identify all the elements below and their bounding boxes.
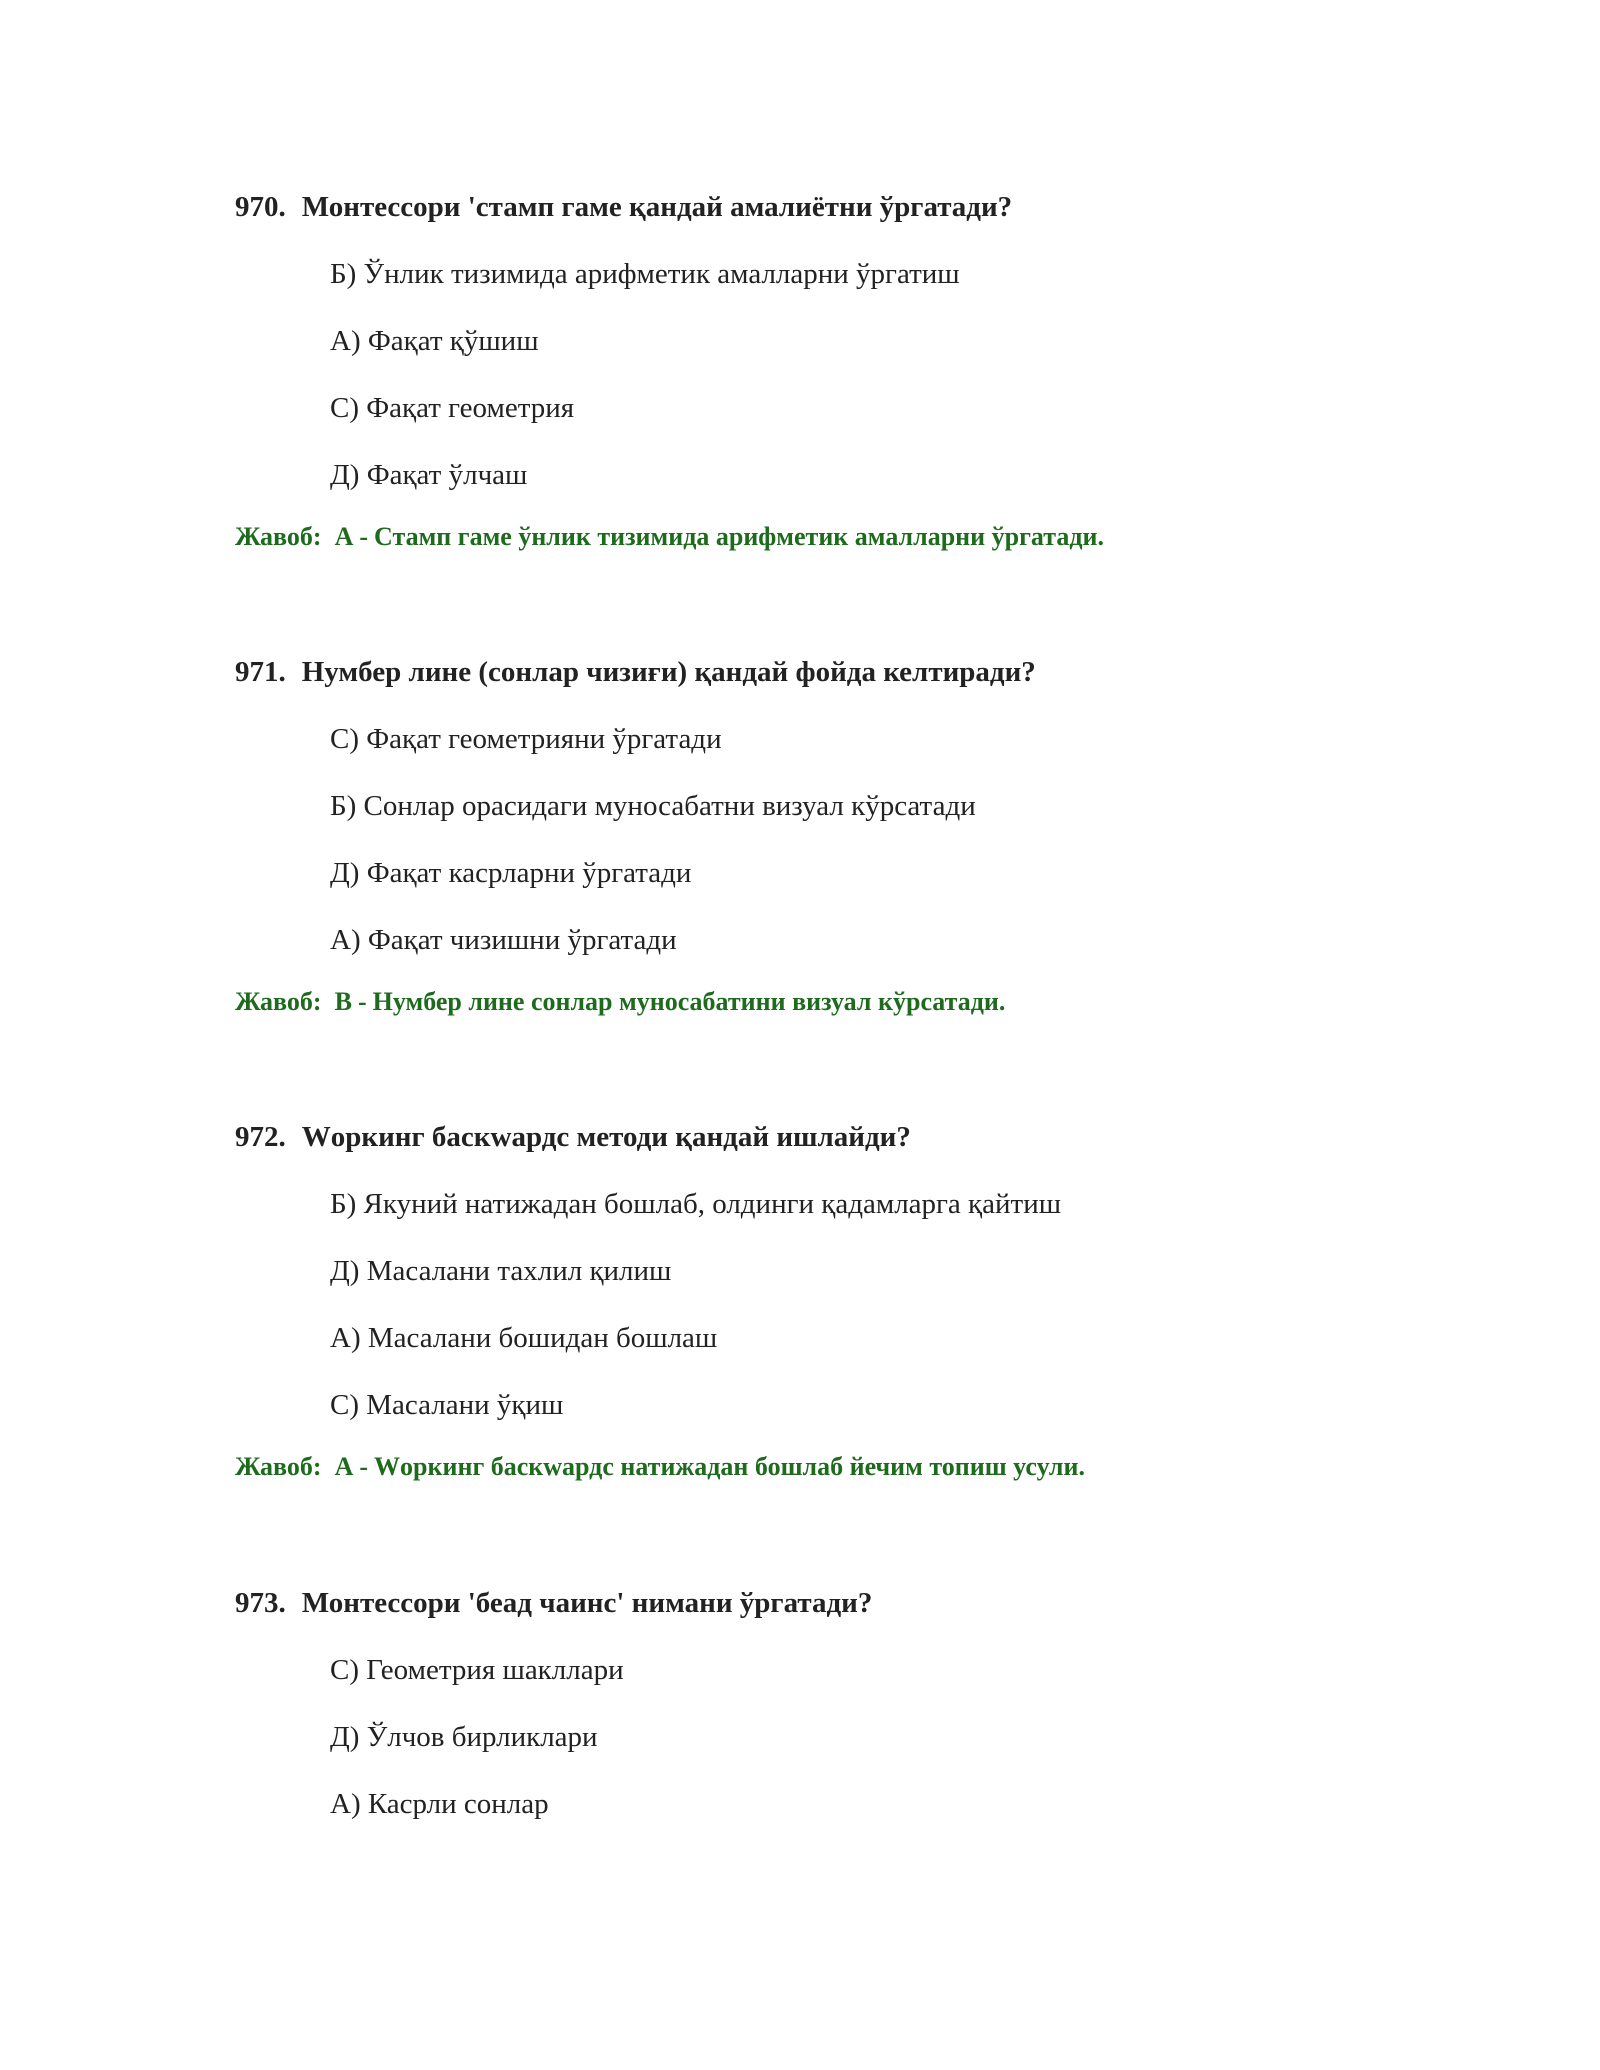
answer-dash: -	[359, 1452, 369, 1481]
option-item: А) Касрли сонлар	[330, 1788, 549, 1820]
option-item: А) Масалани бошидан бошлаш	[330, 1322, 718, 1354]
question-text: Монтессори 'стамп гаме қандай амалиётни ўргатади?	[301, 191, 1013, 223]
option-item: С) Фақат геометрия	[330, 392, 575, 424]
question-text: Нумбер лине (сонлар чизиғи) қандай фойда келтиради?	[301, 656, 1036, 688]
question-number: 972.	[235, 1121, 286, 1153]
question-heading	[235, 187, 1435, 227]
question-number: 973.	[235, 1587, 286, 1619]
question-heading	[235, 1117, 1435, 1157]
question-heading	[235, 652, 1435, 692]
option-item: А) Фақат қўшиш	[330, 325, 539, 357]
answer-text: Стамп гаме ўнлик тизимида арифметик амалларни ўргатади.	[374, 522, 1104, 551]
option-item: Д) Фақат касрларни ўргатади	[330, 857, 692, 889]
options-list	[235, 719, 1435, 960]
answer-line	[235, 1449, 1435, 1485]
option-item: Д) Ўлчов бирликлари	[330, 1721, 598, 1753]
option-item: А) Фақат чизишни ўргатади	[330, 924, 677, 956]
options-list	[235, 1650, 1435, 1824]
question-block-970	[235, 187, 1435, 555]
option-item: С) Фақат геометрияни ўргатади	[330, 723, 722, 755]
question-text: Wоркинг баскwардс методи қандай ишлайди?	[301, 1121, 911, 1153]
answer-text: Нумбер лине сонлар муносабатини визуал кўрсатади.	[372, 987, 1006, 1016]
question-text: Монтессори 'беад чаинс' нимани ўргатади?	[301, 1587, 873, 1619]
answer-line	[235, 984, 1435, 1020]
option-item: Б) Сонлар орасидаги муносабатни визуал кўрсатади	[330, 790, 976, 822]
option-item: С) Масалани ўқиш	[330, 1389, 564, 1421]
question-number: 970.	[235, 191, 286, 223]
answer-line	[235, 519, 1435, 555]
option-item: Б) Якуний натижадан бошлаб, олдинги қадамларга қайтиш	[330, 1188, 1062, 1220]
question-heading	[235, 1583, 1435, 1623]
answer-label: Жавоб:	[235, 1452, 322, 1481]
option-item: С) Геометрия шакллари	[330, 1654, 624, 1686]
answer-dash: -	[357, 987, 367, 1016]
answer-dash: -	[359, 522, 369, 551]
options-list	[235, 254, 1435, 495]
question-block-971	[235, 652, 1435, 1020]
question-block-973	[235, 1583, 1435, 1851]
answer-letter: A	[334, 1452, 354, 1481]
answer-letter: B	[334, 987, 352, 1016]
answer-label: Жавоб:	[235, 987, 322, 1016]
answer-letter: A	[334, 522, 354, 551]
options-list	[235, 1184, 1435, 1425]
question-block-972	[235, 1117, 1435, 1485]
option-item: Д) Фақат ўлчаш	[330, 459, 528, 491]
option-item: Д) Масалани тахлил қилиш	[330, 1255, 672, 1287]
answer-label: Жавоб:	[235, 522, 322, 551]
question-number: 971.	[235, 656, 286, 688]
option-item: Б) Ўнлик тизимида арифметик амалларни ўргатиш	[330, 258, 960, 290]
answer-text: Wоркинг баскwардс натижадан бошлаб йечим топиш усули.	[374, 1452, 1085, 1481]
